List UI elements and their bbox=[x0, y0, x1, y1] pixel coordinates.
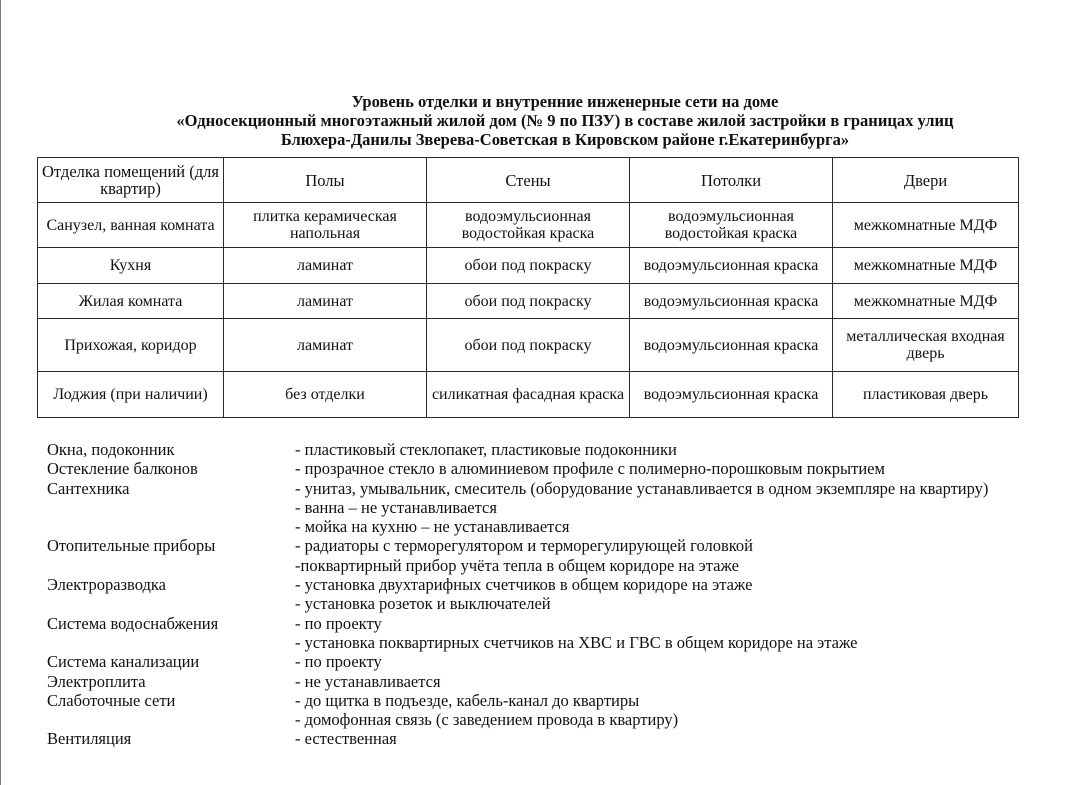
table-row bbox=[38, 284, 1019, 319]
item-label: Окна, подоконник bbox=[47, 440, 175, 459]
list-item-windows bbox=[47, 440, 1047, 459]
table-row bbox=[38, 319, 1019, 372]
door-cell: межкомнатные МДФ bbox=[833, 203, 1019, 248]
header-doors: Двери bbox=[833, 158, 1019, 203]
header-walls: Стены bbox=[427, 158, 630, 203]
item-label: Вентиляция bbox=[47, 729, 132, 749]
wall-cell: водоэмульсионная водостойкая краска bbox=[427, 203, 630, 248]
item-label: Система водоснабжения bbox=[47, 613, 219, 633]
item-value: - ванна – не устанавливается bbox=[295, 497, 497, 517]
list-item-sewerage bbox=[47, 652, 1047, 671]
door-cell: межкомнатные МДФ bbox=[833, 284, 1019, 319]
wall-cell: обои под покраску bbox=[427, 319, 630, 372]
list-item-plumbing bbox=[47, 479, 1047, 537]
list-item-heating bbox=[47, 536, 1047, 575]
table-row bbox=[38, 372, 1019, 418]
ceiling-cell: водоэмульсионная краска bbox=[630, 248, 833, 284]
equipment-list bbox=[47, 440, 1047, 749]
item-value: -поквартирный прибор учёта тепла в общем коридоре на этаже bbox=[295, 555, 740, 575]
wall-cell: обои под покраску bbox=[427, 284, 630, 319]
item-label: Остекление балконов bbox=[47, 459, 198, 479]
wall-cell: силикатная фасадная краска bbox=[427, 372, 630, 418]
door-cell: межкомнатные МДФ bbox=[833, 248, 1019, 284]
floor-cell: ламинат bbox=[224, 284, 427, 319]
item-value: - установка двухтарифных счетчиков в общем коридоре на этаже bbox=[295, 575, 753, 595]
item-label: Сантехника bbox=[47, 478, 130, 498]
room-cell: Лоджия (при наличии) bbox=[38, 372, 224, 418]
ceiling-cell: водоэмульсионная краска bbox=[630, 319, 833, 372]
floor-cell: ламинат bbox=[224, 248, 427, 284]
room-cell: Жилая комната bbox=[38, 284, 224, 319]
item-label: Электроплита bbox=[47, 671, 146, 691]
item-value: - до щитка в подъезде, кабель-канал до квартиры bbox=[295, 690, 640, 710]
table-row bbox=[38, 248, 1019, 284]
header-rooms: Отделка помещений (для квартир) bbox=[38, 158, 224, 203]
item-value: - не устанавливается bbox=[295, 671, 441, 691]
item-label: Слаботочные сети bbox=[47, 690, 176, 710]
wall-cell: обои под покраску bbox=[427, 248, 630, 284]
ceiling-cell: водоэмульсионная водостойкая краска bbox=[630, 203, 833, 248]
table-header-row bbox=[38, 158, 1019, 203]
page-left-edge bbox=[0, 0, 1, 785]
floor-cell: плитка керамическая напольная bbox=[224, 203, 427, 248]
item-value: - мойка на кухню – не устанавливается bbox=[295, 517, 570, 537]
item-label: Электроразводка bbox=[47, 575, 166, 595]
door-cell: пластиковая дверь bbox=[833, 372, 1019, 418]
item-value: - радиаторы с терморегулятором и терморегулирующей головкой bbox=[295, 536, 754, 556]
item-value: - установка поквартирных счетчиков на ХВС и ГВС в общем коридоре на этаже bbox=[295, 632, 858, 652]
room-cell: Санузел, ванная комната bbox=[38, 203, 224, 248]
item-value: - пластиковый стеклопакет, пластиковые подоконники bbox=[295, 440, 677, 459]
list-item-water-supply bbox=[47, 614, 1047, 653]
list-item-electrical bbox=[47, 575, 1047, 614]
document-heading bbox=[100, 92, 1030, 149]
item-value: - установка розеток и выключателей bbox=[295, 594, 551, 614]
list-item-low-current bbox=[47, 691, 1047, 730]
item-label: Отопительные приборы bbox=[47, 536, 216, 556]
item-value: - домофонная связь (с заведением провода в квартиру) bbox=[295, 710, 679, 730]
finish-table bbox=[37, 157, 1019, 418]
header-ceilings: Потолки bbox=[630, 158, 833, 203]
room-cell: Кухня bbox=[38, 248, 224, 284]
item-value: - по проекту bbox=[295, 613, 382, 633]
ceiling-cell: водоэмульсионная краска bbox=[630, 284, 833, 319]
table-row bbox=[38, 203, 1019, 248]
ceiling-cell: водоэмульсионная краска bbox=[630, 372, 833, 418]
heading-line-1: Уровень отделки и внутренние инженерные сети на доме bbox=[351, 92, 779, 111]
item-value: - естественная bbox=[295, 729, 397, 749]
item-value: - по проекту bbox=[295, 652, 382, 672]
floor-cell: ламинат bbox=[224, 319, 427, 372]
list-item-ventilation bbox=[47, 729, 1047, 748]
item-value: - унитаз, умывальник, смеситель (оборудование устанавливается в одном экземпляре на квартиру) bbox=[295, 478, 989, 498]
floor-cell: без отделки bbox=[224, 372, 427, 418]
room-cell: Прихожая, коридор bbox=[38, 319, 224, 372]
item-label: Система канализации bbox=[47, 652, 200, 672]
door-cell: металлическая входная дверь bbox=[833, 319, 1019, 372]
heading-line-3: Блюхера-Данилы Зверева-Советская в Кировском районе г.Екатеринбурга» bbox=[280, 130, 850, 149]
list-item-balcony-glazing bbox=[47, 459, 1047, 478]
item-value: - прозрачное стекло в алюминиевом профиле с полимерно-порошковым покрытием bbox=[295, 459, 885, 479]
list-item-stove bbox=[47, 672, 1047, 691]
heading-line-2: «Односекционный многоэтажный жилой дом (№ 9 по ПЗУ) в составе жилой застройки в границах улиц bbox=[176, 111, 954, 130]
header-floors: Полы bbox=[224, 158, 427, 203]
